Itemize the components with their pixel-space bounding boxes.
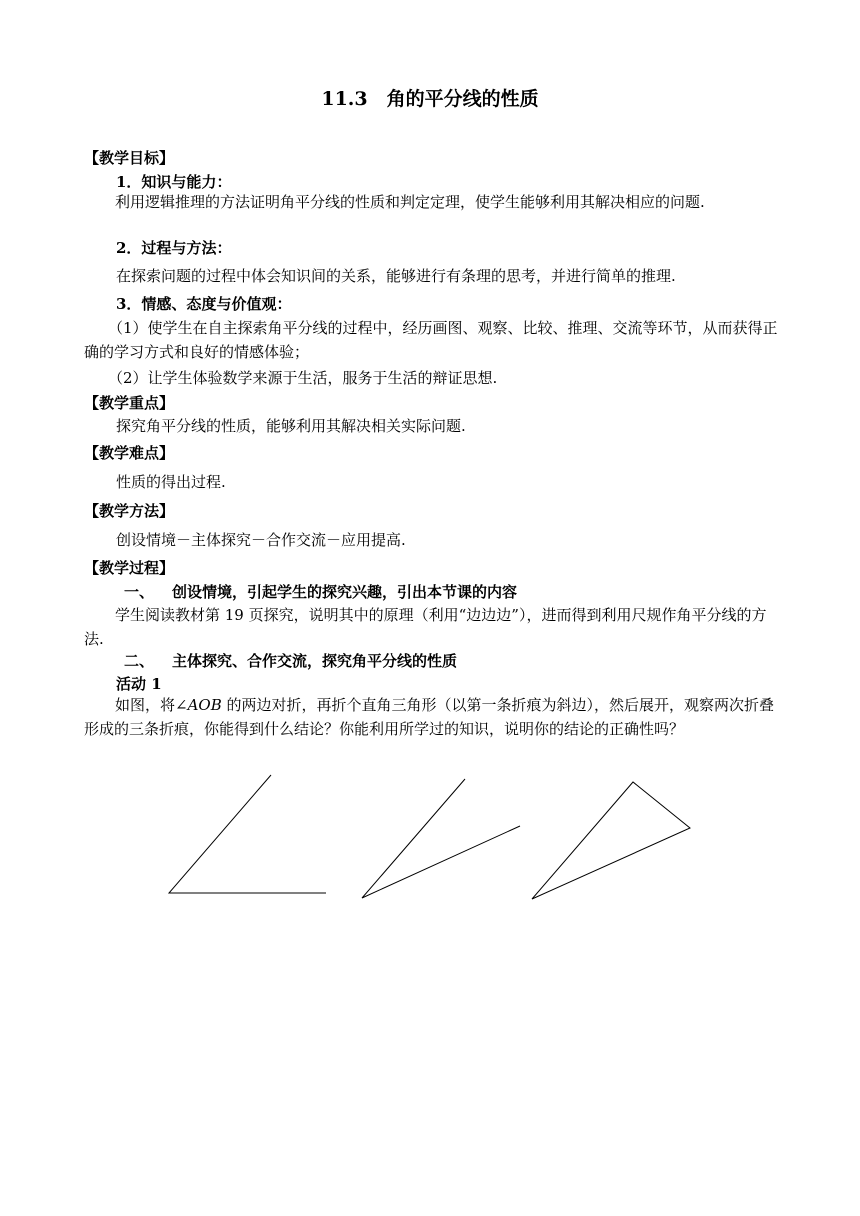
goals-item2-text: 在探索问题的过程中体会知识间的关系，能够进行有条理的思考，并进行简单的推理. (116, 267, 676, 285)
key-points-text: 探究角平分线的性质，能够利用其解决相关实际问题. (116, 417, 466, 435)
goals-item2-label: 2．过程与方法： (116, 239, 232, 257)
goals-item3-label: 3．情感、态度与价值观： (116, 295, 292, 313)
angle-name: AOB (187, 696, 222, 714)
part2-number: 二、 (124, 652, 155, 670)
activity-text-post: 的两边对折，再折个直角三角形（以第一条折痕为斜边），然后展开，观察两次折叠形成的三条折痕，你能得到什么结论？你能利用所学过的知识，说明你的结论的正确性吗？ (84, 696, 775, 738)
difficulties-text: 性质的得出过程. (116, 473, 226, 491)
goals-item3-p1: （1）使学生在自主探索角平分线的过程中，经历画图、观察、比较、推理、交流等环节，从而获得正确的学习方式和良好的情感体验； (84, 319, 778, 361)
activity-text-pre: 如图，将∠ (115, 696, 188, 714)
goals-item1-text: 利用逻辑推理的方法证明角平分线的性质和判定定理，使学生能够利用其解决相应的问题. (115, 193, 705, 211)
figure-folded-triangle (532, 782, 690, 899)
part1-text: 学生阅读教材第 19 页探究，说明其中的原理（利用“边边边”），进而得到利用尺规作角平分线的方法. (84, 606, 767, 648)
goals-item1-label: 1．知识与能力： (116, 173, 232, 191)
methods-heading: 【教学方法】 (84, 502, 175, 520)
figure-folded-angle (362, 779, 520, 898)
key-points-heading: 【教学重点】 (84, 394, 175, 412)
difficulties-heading: 【教学难点】 (84, 444, 175, 462)
part1-number: 一、 (124, 583, 155, 601)
activity-label: 活动 1 (116, 675, 162, 693)
part1-title: 创设情境，引起学生的探究兴趣，引出本节课的内容 (172, 583, 518, 601)
page-title: 11.3 角的平分线的性质 (321, 88, 539, 110)
methods-text: 创设情境－主体探究－合作交流－应用提高. (116, 531, 406, 549)
goals-item3-p2: （2）让学生体验数学来源于生活，服务于生活的辩证思想. (108, 369, 498, 387)
figure-angle (169, 775, 326, 893)
process-heading: 【教学过程】 (84, 559, 175, 577)
part2-title: 主体探究、合作交流，探究角平分线的性质 (172, 652, 458, 670)
goals-heading: 【教学目标】 (84, 149, 175, 167)
